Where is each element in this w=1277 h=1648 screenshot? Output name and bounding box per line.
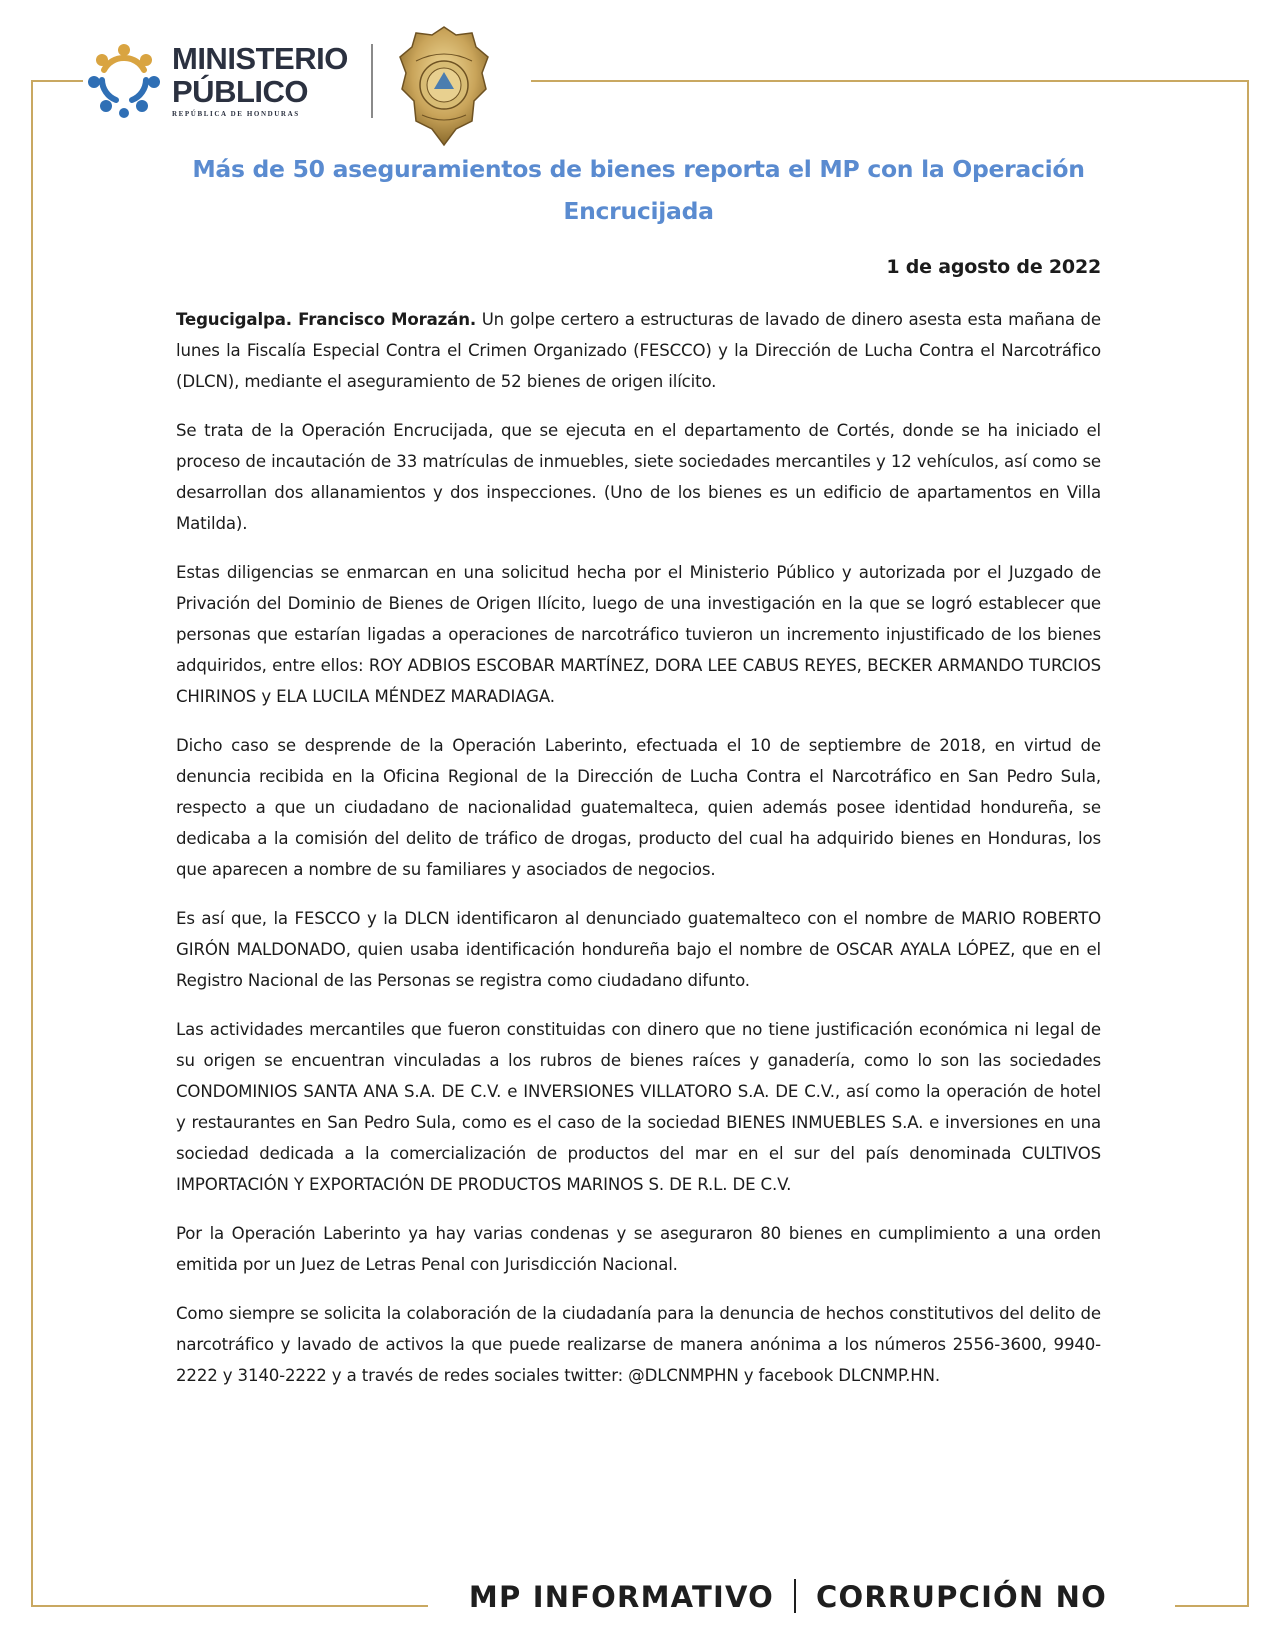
paragraph [176,1014,1101,1200]
paragraph [176,557,1101,712]
paragraph [176,1218,1101,1280]
paragraph-text: Es así que, la FESCCO y la DLCN identificaron al denunciado guatemalteco con el nombre de MARIO ROBERTO GIRÓN MALDONADO, quien usaba identificación hondureña bajo el nombre de OSCAR AYALA LÓPEZ, que en el Registro Nacional de las Personas se registra como ciudadano difunto. [176,909,1101,990]
ministerio-publico-logo [172,42,348,118]
paragraph [176,1298,1101,1391]
article-body [176,304,1101,1409]
paragraph-text: Estas diligencias se enmarcan en una solicitud hecha por el Ministerio Público y autorizada por el Juzgado de Privación del Dominio de Bienes de Origen Ilícito, luego de una investigación en la que se logró establecer que personas que estarían ligadas a operaciones de narcotráfico tuvieron un incremento injustificado de los bienes adquiridos, entre ellos: ROY ADBIOS ESCOBAR MARTÍNEZ, DORA LEE CABUS REYES, BECKER ARMANDO TURCIOS CHIRINOS y ELA LUCILA MÉNDEZ MARADIAGA. [176,563,1101,706]
paragraph-text: Por la Operación Laberinto ya hay varias condenas y se aseguraron 80 bienes en cumplimiento a una orden emitida por un Juez de Letras Penal con Jurisdicción Nacional. [176,1224,1101,1274]
dateline: Tegucigalpa. Francisco Morazán. [176,310,477,329]
paragraph [176,903,1101,996]
paragraph-text: Las actividades mercantiles que fueron constituidas con dinero que no tiene justificación económica ni legal de su origen se encuentran vinculadas a los rubros de bienes raíces y ganadería, como lo son las sociedades CONDOMINIOS SANTA ANA S.A. DE C.V. e INVERSIONES VILLATORO S.A. DE C.V., así como la operación de hotel y restaurantes en San Pedro Sula, como es el caso de la sociedad BIENES INMUEBLES S.A. e inversiones en una sociedad dedicada a la comercialización de productos del mar en el sur del país denominada CULTIVOS IMPORTACIÓN Y EXPORTACIÓN DE PRODUCTOS MARINOS S. DE R.L. DE C.V. [176,1020,1101,1194]
publication-date: 1 de agosto de 2022 [886,256,1101,278]
logo-line-2: PÚBLICO [172,74,308,109]
logo-divider [371,44,373,118]
page-title: Más de 50 aseguramientos de bienes reporta el MP con la Operación Encrucijada [192,155,1085,225]
people-circle-logo-icon [84,40,164,120]
footer-slogan [469,1580,1107,1616]
paragraph [176,415,1101,539]
dlcn-police-badge-icon [398,25,490,147]
frame-top-right [531,80,1249,82]
logo-subtitle: REPÚBLICA DE HONDURAS [172,110,300,118]
frame-left [31,80,33,1607]
paragraph-text: Dicho caso se desprende de la Operación Laberinto, efectuada el 10 de septiembre de 2018, en virtud de denuncia recibida en la Oficina Regional de la Dirección de Lucha Contra el Narcotráfico en San Pedro Sula, respecto a que un ciudadano de nacionalidad guatemalteca, quien además posee identidad hondureña, se dedicaba a la comisión del delito de tráfico de drogas, producto del cual ha adquirido bienes en Honduras, los que aparecen a nombre de su familiares y asociados de negocios. [176,736,1101,879]
footer-divider [794,1579,796,1613]
paragraph [176,730,1101,885]
frame-right [1247,80,1249,1607]
frame-bottom-right [1175,1605,1249,1607]
paragraph-text: Como siempre se solicita la colaboración de la ciudadanía para la denuncia de hechos constitutivos del delito de narcotráfico y lavado de activos la que puede realizarse de manera anónima a los números 2556-3600, 9940-2222 y 3140-2222 y a través de redes sociales twitter: @DLCNMPHN y facebook DLCNMP.HN. [176,1304,1101,1385]
logo-line-1: MINISTERIO [172,41,348,76]
footer-left-text: MP INFORMATIVO [468,1580,774,1614]
paragraph [176,304,1101,397]
paragraph-text: Se trata de la Operación Encrucijada, que se ejecuta en el departamento de Cortés, donde se ha iniciado el proceso de incautación de 33 matrículas de inmuebles, siete sociedades mercantiles y 12 vehículos, así como se desarrollan dos allanamientos y dos inspecciones. (Uno de los bienes es un edificio de apartamentos en Villa Matilda). [176,421,1101,533]
paragraph-text: Un golpe certero a estructuras de lavado de dinero asesta esta mañana de lunes la Fiscalía Especial Contra el Crimen Organizado (FESCCO) y la Dirección de Lucha Contra el Narcotráfico (DLCN), mediante el aseguramiento de 52 bienes de origen ilícito. [176,310,1101,391]
footer-right-text: CORRUPCIÓN NO [815,1580,1107,1614]
frame-bottom-left [31,1605,428,1607]
frame-top-left [31,80,83,82]
